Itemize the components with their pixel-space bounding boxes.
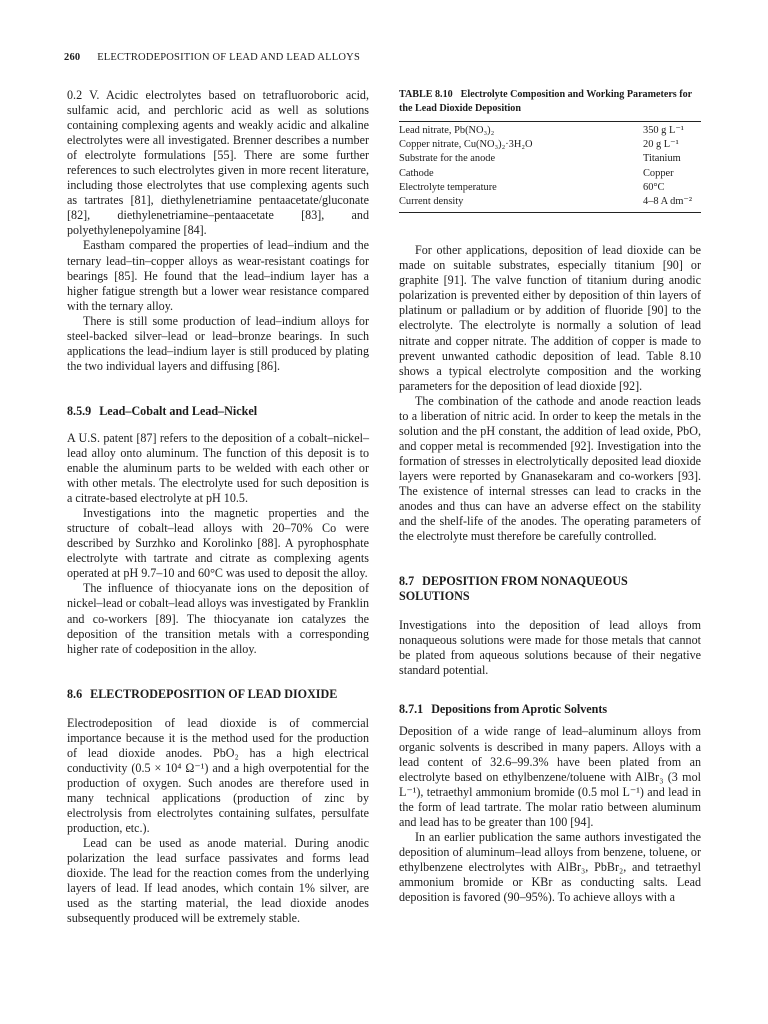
section-heading-8-5-9 [67,404,369,419]
table-cell-param: Substrate for the anode [399,153,496,165]
paragraph: 0.2 V. Acidic electrolytes based on tetrafluoroboric acid, sulfamic acid, and perchloric acid as well as solutions containing complexing agents and weakly acidic and alkaline electrolytes were all investigated. Brenner describes a number of electrolyte formulations [55]. There are some further references to such electrolytes given in more recent literature, including those electrolytes that use complexing agents such as tartrates [81], diethylenetriamine pentaacetate/gluconate [82], diethylenetriamine–pentaacetate [83], and polyethylenepolyamine [84]. [67,88,369,238]
paragraph: Investigations into the magnetic properties and the structure of cobalt–lead alloys with 20–70% Co were described by Surzhko and Korolinko [88]. A pyrophosphate electrolyte with tartrate and citrate as complexing agents operated at pH 9.7–10 and 60°C was used to deposit the alloy. [67,506,369,581]
table-cell-value: 350 g L⁻¹ [643,122,701,139]
table-cell-value: 4–8 A dm⁻² [643,195,701,213]
page-number: 260 [64,52,81,63]
table-cell-value: 20 g L⁻¹ [643,139,679,151]
table-number: TABLE 8.10 [399,89,453,100]
section-title: ELECTRODEPOSITION OF LEAD DIOXIDE [90,686,338,701]
section-number: 8.5.9 [67,403,92,418]
paragraph: Lead can be used as anode material. During anodic polarization the lead surface passivates and forms lead dioxide. The lead for the reaction comes from the underlying layers of lead. If lead anodes, which contain 1% silver, are used as the starting material, the lead dioxide anodes subsequently produced will be extremely stable. [67,836,369,926]
section-number: 8.6 [67,686,83,701]
paragraph: For other applications, deposition of lead dioxide can be made on suitable substrates, especially titanium [90] or graphite [91]. The valve function of titanium during anodic polarization is prevented either by deposition of thin layers of platinum or palladium or by addition of fluoride [90] to the electrolyte. The electrolyte is normally a solution of lead nitrate and copper nitrate. The addition of copper is made to prevent unwanted cathodic deposition of lead. Table 8.10 shows a typical electrolyte composition and the working parameters for the deposition of lead dioxide [92]. [399,243,701,393]
paragraph: There is still some production of lead–indium alloys for steel-backed silver–lead or lead–bronze bearings. In such applications the lead–indium layer is still produced by plating the two individual layers and diffusing [86]. [67,313,369,373]
table-cell-param: Cathode [399,167,434,179]
section-title: Lead–Cobalt and Lead–Nickel [99,403,258,418]
table-row [399,138,701,152]
table-row [399,152,701,166]
table-cell-value: Titanium [643,153,681,165]
table-cell-value: Copper [643,167,674,179]
section-title: DEPOSITION FROM NONAQUEOUS SOLUTIONS [399,574,628,604]
spacer [399,213,701,243]
table-row [399,181,701,195]
paragraph: A U.S. patent [87] refers to the deposition of a cobalt–nickel–lead alloy onto aluminum. The function of this deposit is to enable the aluminum parts to be welded with each other or with other metals. The electrolyte used for such deposition is a citrate-based electrolyte at pH 10.5. [67,430,369,506]
section-number: 8.7.1 [399,702,424,717]
table-row [399,195,701,213]
section-heading-8-6 [67,687,369,702]
paragraph: Eastham compared the properties of lead–indium and the ternary lead–tin–copper alloys as wear-resistant coatings for bearings [85]. He found that the lead–indium layer has a higher fatigue strength but a lower wear resistance compared with the ternary alloy. [67,238,369,313]
table-cell-param: Current density [399,195,643,213]
running-header [64,52,704,63]
paragraph: Electrodeposition of lead dioxide is of commercial importance because it is the method used for the production of lead dioxide anodes. PbO₂ has a high electrical conductivity (0.5 × 10⁴ Ω⁻¹) and a high overpotential for the production of oxygen. Such anodes are therefore used in many technical applications (production of zinc by electrolysis from electrolytes containing sulfates, persulfate production, etc.). [67,715,369,836]
table-cell-param: Lead nitrate, Pb(NO₃)₂ [399,122,643,139]
paragraph: In an earlier publication the same authors investigated the deposition of aluminum–lead alloys from benzene, toluene, or ethylbenzene electrolytes with AlBr₃, PbBr₂, and tetraethyl ammonium bromide or KBr as conducting salts. Lead deposition is favored (90–95%). To achieve alloys with a [399,829,701,904]
running-title: ELECTRODEPOSITION OF LEAD AND LEAD ALLOYS [97,52,361,63]
table-cell-param: Electrolyte temperature [399,181,497,193]
section-heading-8-7 [399,574,701,604]
right-column [399,88,701,905]
paragraph: Investigations into the deposition of lead alloys from nonaqueous solutions were made for those metals that cannot be plated from aqueous solutions because of their negative standard potential. [399,618,701,678]
table-row [399,167,701,181]
table-cell-param: Copper nitrate, Cu(NO₃)₂·3H₂O [399,139,533,151]
left-column [67,88,369,926]
paragraph: The influence of thiocyanate ions on the deposition of nickel–lead or cobalt–lead alloys was investigated by Franklin and co-workers [89]. The thiocyanate ion catalyzes the deposition of the transition metals with a corresponding higher rate of codeposition in the alloy. [67,581,369,656]
table-caption [399,88,701,115]
section-number: 8.7 [399,574,415,589]
section-title: Depositions from Aprotic Solvents [431,702,608,717]
parameters-table [399,121,701,213]
paragraph: Deposition of a wide range of lead–aluminum alloys from organic solvents is described in many papers. Alloys with a lead content of 32.6–99.3% have been plated from an electrolyte based on ethylbenzene/toluene with AlBr₃ (3 mol L⁻¹), tetraethyl ammonium bromide (0.5 mol L⁻¹) and lead in the form of lead tartrate. The molar ratio between aluminum and lead has to be greater than 100 [94]. [399,724,701,829]
paragraph: The combination of the cathode and anode reaction leads to a liberation of nitric acid. In order to keep the metals in the solution and the pH constant, the addition of lead oxide, PbO, and copper metal is recommended [92]. Investigation into the formation of stresses in electrolytically deposited lead dioxide layers were reported by Gnanasekaram and co-workers [93]. The existence of internal stresses can lead to cracks in the anodes and thus can have an adverse effect on the stability and the shelf-life of the anodes. The operating parameters of the electrolyte must therefore be carefully controlled. [399,393,701,544]
table-cell-value: 60°C [643,181,665,193]
section-heading-8-7-1 [399,702,701,717]
table-title: Electrolyte Composition and Working Parameters for the Lead Dioxide Deposition [399,89,692,114]
table-row [399,122,701,139]
